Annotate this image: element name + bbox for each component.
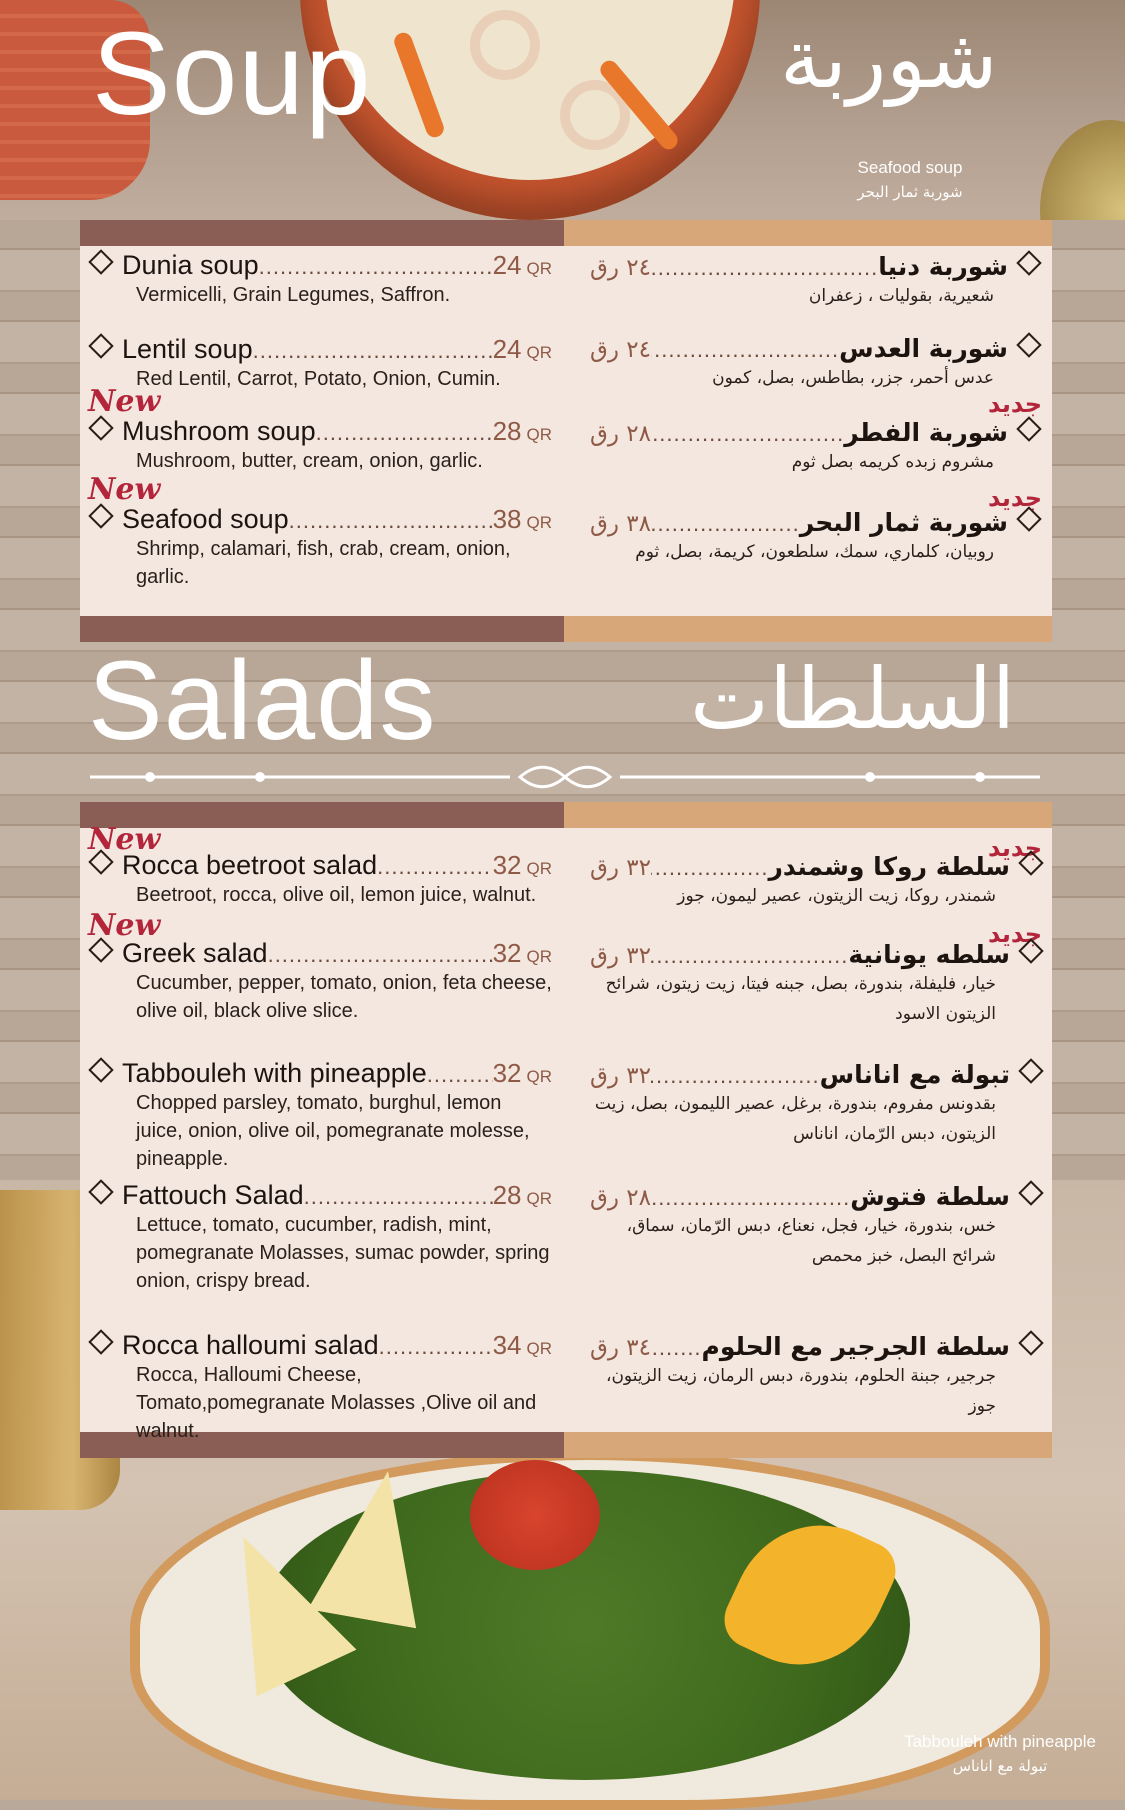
menu-item-seafood-soup-ar[interactable] — [590, 508, 1038, 567]
menu-item-seafood-soup-en[interactable] — [92, 504, 552, 591]
shrimp-photo — [470, 10, 540, 80]
new-badge-seafood: New — [88, 472, 161, 507]
diamond-bullet-icon — [88, 333, 113, 358]
item-price: ٢٨ رق — [590, 1185, 651, 1211]
item-description: Red Lentil, Carrot, Potato, Onion, Cumin. — [136, 368, 501, 390]
menu-item-rocca-beetroot-ar[interactable] — [590, 852, 1040, 911]
salads-title-en: Salads — [88, 638, 437, 763]
soup-photo-caption — [820, 156, 1000, 204]
menu-item-rocca-halloumi-ar[interactable] — [590, 1332, 1040, 1421]
divider-ornament-icon — [90, 764, 1040, 790]
soup-caption-ar: شوربة ثمار البحر — [857, 183, 963, 201]
diamond-bullet-icon — [88, 503, 113, 528]
soup-title-en: Soup — [92, 8, 372, 140]
item-name: سلطة الجرجير مع الحلوم — [701, 1332, 1010, 1361]
item-name: Greek salad — [122, 938, 268, 968]
item-price: ٣٤ رق — [590, 1335, 651, 1361]
item-price: 32 QR — [492, 1058, 552, 1088]
diamond-bullet-icon — [1018, 1180, 1043, 1205]
item-description: بقدونس مفروم، بندورة، برغل، عصير الليمون، بصل، زيت الزيتون، دبس الرّمان، اناناس — [594, 1094, 996, 1144]
new-badge-greek: New — [88, 908, 161, 943]
item-description: Rocca, Halloumi Cheese, Tomato,pomegranate Molasses ,Olive oil and walnut. — [136, 1364, 537, 1442]
item-name: تبولة مع اناناس — [819, 1060, 1010, 1089]
diamond-bullet-icon — [88, 415, 113, 440]
diamond-bullet-icon — [1018, 850, 1043, 875]
item-description: Beetroot, rocca, olive oil, lemon juice, walnut. — [136, 884, 537, 906]
item-price: 24 QR — [492, 334, 552, 364]
diamond-bullet-icon — [1018, 1330, 1043, 1355]
salads-top-bar — [80, 802, 1052, 828]
diamond-bullet-icon — [1018, 1058, 1043, 1083]
menu-item-lentil-soup-en[interactable] — [92, 334, 552, 393]
salads-title-ar: السلطات — [690, 650, 1016, 748]
menu-item-tabbouleh-en[interactable] — [92, 1058, 552, 1173]
item-name: Lentil soup — [122, 334, 253, 364]
salad-caption-ar: تبولة مع اناناس — [952, 1757, 1048, 1775]
menu-item-dunia-soup-ar[interactable] — [590, 252, 1038, 311]
diamond-bullet-icon — [1016, 332, 1041, 357]
diamond-bullet-icon — [1016, 506, 1041, 531]
new-badge-mushroom: New — [88, 384, 161, 419]
item-price: ٣٢ رق — [590, 855, 651, 881]
item-price: ٣٢ رق — [590, 1063, 651, 1089]
menu-item-rocca-halloumi-en[interactable] — [92, 1330, 552, 1445]
menu-item-mushroom-soup-ar[interactable] — [590, 418, 1038, 477]
item-price: 32 QR — [492, 938, 552, 968]
item-description: Cucumber, pepper, tomato, onion, feta cheese, olive oil, black olive slice. — [136, 972, 552, 1022]
diamond-bullet-icon — [88, 849, 113, 874]
menu-item-greek-salad-en[interactable] — [92, 938, 562, 1025]
new-badge-ar-rocca-beetroot: جديد — [988, 834, 1043, 862]
item-name: شوربة ثمار البحر — [799, 508, 1008, 537]
menu-item-lentil-soup-ar[interactable] — [590, 334, 1038, 393]
item-name: سلطة فتوش — [850, 1182, 1010, 1211]
new-badge-ar-seafood: جديد — [988, 484, 1043, 512]
item-name: شوربة دنيا — [878, 252, 1008, 281]
item-name: Rocca halloumi salad — [122, 1330, 379, 1360]
item-description: شمندر، روكا، زيت الزيتون، عصير ليمون، جوز — [677, 886, 996, 906]
diamond-bullet-icon — [1018, 938, 1043, 963]
item-price: 34 QR — [492, 1330, 552, 1360]
diamond-bullet-icon — [88, 1179, 113, 1204]
salad-caption-en: Tabbouleh with pineapple — [904, 1732, 1096, 1751]
item-name: Dunia soup — [122, 250, 259, 280]
item-price: ٢٤ رق — [590, 337, 651, 363]
item-price: 28 QR — [492, 416, 552, 446]
item-description: جرجير، جبنة الحلوم، بندورة، دبس الرمان، زيت الزيتون، جوز — [605, 1366, 996, 1416]
item-name: شوربة العدس — [839, 334, 1008, 363]
item-description: Shrimp, calamari, fish, crab, cream, onion, garlic. — [136, 538, 511, 588]
item-price: ٣٢ رق — [590, 943, 651, 969]
diamond-bullet-icon — [88, 1329, 113, 1354]
item-description: خس، بندورة، خيار، فجل، نعناع، دبس الرّمان، سماق، شرائح البصل، خبز محمص — [626, 1216, 996, 1266]
item-description: عدس أحمر، جزر، بطاطس، بصل، كمون — [712, 368, 994, 388]
diamond-bullet-icon — [88, 937, 113, 962]
item-description: Mushroom, butter, cream, onion, garlic. — [136, 450, 483, 472]
soup-caption-en: Seafood soup — [857, 158, 963, 177]
item-name: Seafood soup — [122, 504, 289, 534]
menu-item-mushroom-soup-en[interactable] — [92, 416, 552, 475]
diamond-bullet-icon — [1016, 250, 1041, 275]
new-badge-ar-mushroom: جديد — [988, 390, 1043, 418]
menu-item-tabbouleh-ar[interactable] — [590, 1060, 1040, 1149]
item-name: شوربة الفطر — [844, 418, 1008, 447]
soup-top-bar — [80, 220, 1052, 246]
item-description: روبيان، كلماري، سمك، سلطعون، كريمة، بصل، ثوم — [635, 542, 994, 562]
menu-item-rocca-beetroot-en[interactable] — [92, 850, 552, 909]
item-price: ٢٤ رق — [590, 255, 651, 281]
diamond-bullet-icon — [88, 1057, 113, 1082]
item-description: شعيرية، بقوليات ، زعفران — [808, 286, 994, 306]
item-price: ٢٨ رق — [590, 421, 651, 447]
menu-item-fattouch-en[interactable] — [92, 1180, 552, 1295]
diamond-bullet-icon — [1016, 416, 1041, 441]
item-price: 38 QR — [492, 504, 552, 534]
item-name: Rocca beetroot salad — [122, 850, 378, 880]
item-name: Fattouch Salad — [122, 1180, 304, 1210]
item-description: خيار، فليفلة، بندورة، بصل، جبنه فيتا، زيت زيتون، شرائح الزيتون الاسود — [605, 974, 996, 1024]
diamond-bullet-icon — [88, 249, 113, 274]
item-price: 28 QR — [492, 1180, 552, 1210]
new-badge-ar-greek: جديد — [988, 920, 1043, 948]
item-name: Mushroom soup — [122, 416, 316, 446]
soup-title-ar: شوربة — [780, 12, 998, 107]
item-description: Vermicelli, Grain Legumes, Saffron. — [136, 284, 451, 306]
item-price: 32 QR — [492, 850, 552, 880]
item-name: سلطة روكا وشمندر — [768, 852, 1010, 881]
item-name: سلطه يونانية — [848, 940, 1010, 969]
item-price: 24 QR — [492, 250, 552, 280]
salad-photo-caption — [880, 1730, 1120, 1778]
tomato-photo — [470, 1460, 600, 1570]
menu-item-dunia-soup-en[interactable] — [92, 250, 552, 309]
menu-item-fattouch-ar[interactable] — [590, 1182, 1040, 1271]
menu-item-greek-salad-ar[interactable] — [590, 940, 1040, 1029]
new-badge-rocca-beetroot: New — [88, 822, 161, 857]
item-description: مشروم زبده كريمه بصل ثوم — [791, 452, 994, 472]
item-name: Tabbouleh with pineapple — [122, 1058, 427, 1088]
item-description: Lettuce, tomato, cucumber, radish, mint, pomegranate Molasses, sumac powder, spring onion, crispy bread. — [136, 1214, 550, 1292]
item-price: ٣٨ رق — [590, 511, 651, 537]
item-description: Chopped parsley, tomato, burghul, lemon juice, onion, olive oil, pomegranate molesse, pineapple. — [136, 1092, 530, 1170]
